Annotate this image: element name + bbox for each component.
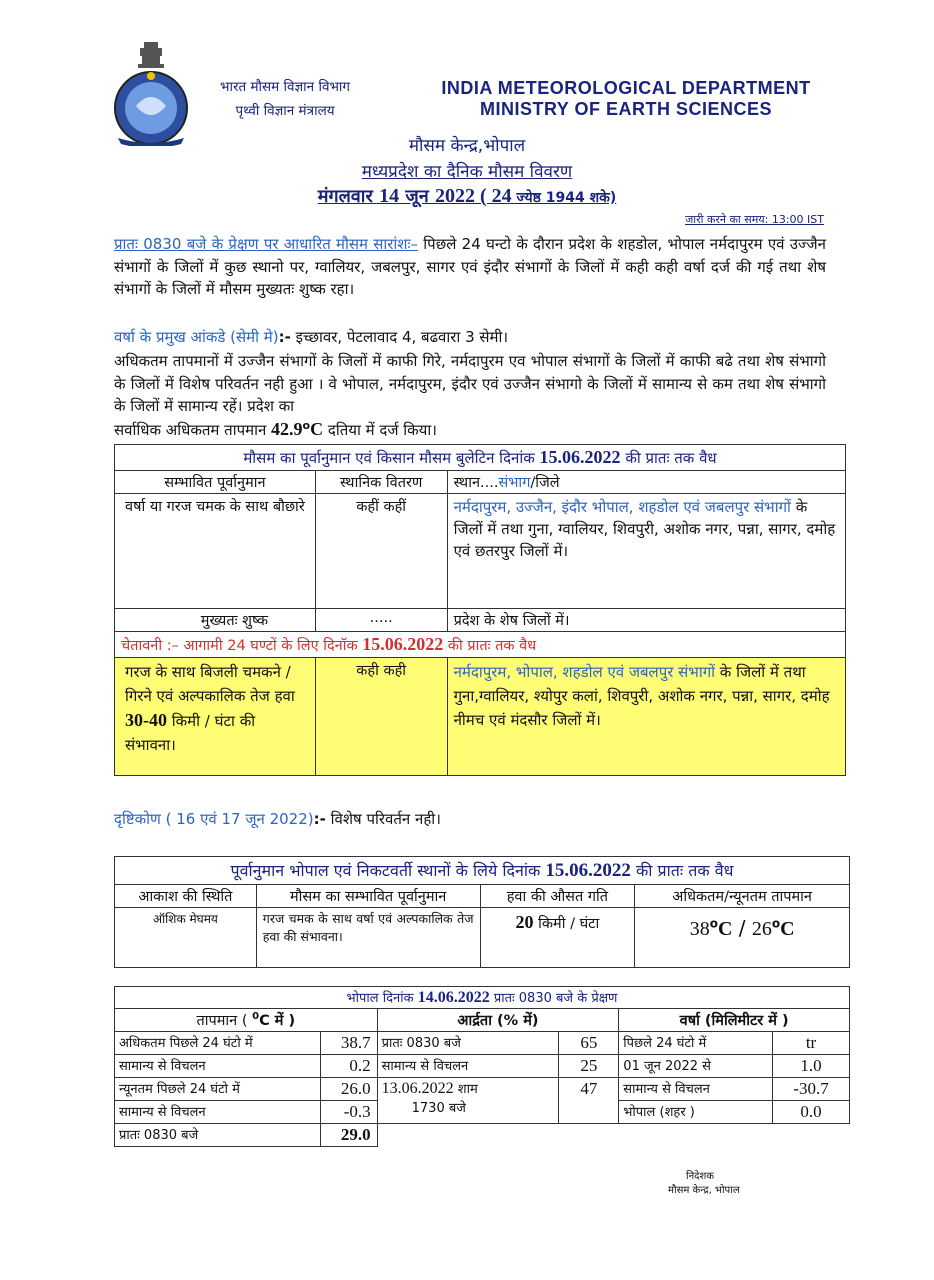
col-header-forecast: सम्भावित पूर्वानुमान <box>115 471 316 494</box>
humidity-row-label: प्रातः 0830 बजे <box>377 1032 559 1055</box>
rain-row-label: सामान्य से विचलन <box>619 1078 773 1101</box>
temp-header: तापमान ( $^0$C में ) <box>115 1009 378 1032</box>
summary-label: प्रातः 0830 बजे के प्रेक्षण पर आधारित मौसम सारांशः– <box>114 235 419 253</box>
forecast-rain: वर्षा या गरज चमक के साथ बौछारे <box>115 494 316 609</box>
weather-summary <box>114 233 826 301</box>
humidity-row-value: 47 <box>559 1078 619 1124</box>
forecast-table <box>114 444 846 776</box>
bhopal-forecast-table <box>114 856 850 968</box>
rain-row-label: 01 जून 2022 से <box>619 1055 773 1078</box>
ministry-name-hindi: पृथ्वी विज्ञान मंत्रालय <box>235 103 335 119</box>
rain-row-label: पिछले 24 घंटो में <box>619 1032 773 1055</box>
forecast-dry: मुख्यतः शुष्क <box>115 609 316 632</box>
warning-forecast: गरज के साथ बिजली चमकने / गिरने एवं अल्पकालिक तेज हवा 30-40 किमी / घंटा की संभावना। <box>115 658 316 776</box>
outlook: दृष्टिकोण ( 16 एवं 17 जून 2022):- विशेष परिवर्तन नही। <box>114 810 441 828</box>
forecast-table-title: मौसम का पूर्वानुमान एवं किसान मौसम बुलेटिन दिनांक 15.06.2022 की प्रातः तक वैध <box>115 445 846 471</box>
observations-title: भोपाल दिनांक 14.06.2022 प्रातः 0830 बजे के प्रेक्षण <box>115 987 850 1009</box>
bhopal-forecast-text: गरज चमक के साथ वर्षा एवं अल्पकालिक तेज हवा की संभावना। <box>256 908 480 968</box>
humidity-row-value: 65 <box>559 1032 619 1055</box>
issue-time: जारी करने का समय: 13:00 IST <box>685 213 824 226</box>
warning-place: नर्मदापुरम, भोपाल, शहडोल एवं जबलपुर संभागों के जिलों में तथा गुना,ग्वालियर, श्योपुर कलां, शिवपुरी, अशोक नगर, पन्ना, सागर, दमोह नीमच एवं मंदसौर जिलों में। <box>447 658 845 776</box>
temperature-summary: अधिकतम तापमानों में उज्जैन संभागों के जिलों में काफी गिरे, नर्मदापुरम एव भोपाल संभागों के जिलों में काफी बढे तथा शेष संभागो के जिलों में विशेष परिवर्तन नही हुआ । वे भोपाल, नर्मदापुरम, इंदौर एवं उज्जैन संभागो के जिलों में सामान्य से कम तथा शेष संभागो के जिलों में सामान्य रहें। प्रदेश का <box>114 352 826 415</box>
humidity-header: आर्द्रता (% में) <box>377 1009 619 1032</box>
ministry-name-english: MINISTRY OF EARTH SCIENCES <box>479 99 773 119</box>
report-title: मध्यप्रदेश का दैनिक मौसम विवरण <box>361 162 573 182</box>
temp-row-label: न्यूनतम पिछले 24 घंटो में <box>115 1078 321 1101</box>
rain-row-value: 1.0 <box>773 1055 850 1078</box>
observations-table <box>114 986 850 1147</box>
signature-office: मौसम केन्द्र, भोपाल <box>668 1185 740 1196</box>
max-min-temperature: 38$^o$C / 26$^o$C <box>635 908 850 968</box>
dept-name-hindi: भारत मौसम विज्ञान विभाग <box>219 79 351 95</box>
temp-row-value: 29.0 <box>320 1124 377 1147</box>
header-forecast: मौसम का सम्भावित पूर्वानुमान <box>256 885 480 908</box>
temp-row-value: 26.0 <box>320 1078 377 1101</box>
wind-speed: 20 किमी / घंटा <box>480 908 635 968</box>
distribution-rain: कहीं कहीं <box>315 494 447 609</box>
header-temperature: अधिकतम/न्यूनतम तापमान <box>635 885 850 908</box>
col-header-distribution: स्थानिक वितरण <box>315 471 447 494</box>
summary-text: पिछले 24 घन्टो के दौरान प्रदेश के शहडोल, भोपाल नर्मदापुरम एवं उज्जैन संभागों के जिलों में कुछ स्थानो पर, ग्वालियर, जबलपुर, सागर एवं इंदौर संभागों के जिलों में कही कही वर्षा दर्ज की गई तथा शेष संभागों के जिलों में मौसम मुख्यतः शुष्क रहा। <box>114 235 826 298</box>
temp-row-label: सामान्य से विचलन <box>115 1101 321 1124</box>
humidity-row-label: 13.06.2022 शाम 1730 बजे <box>377 1078 559 1124</box>
temp-row-value: -0.3 <box>320 1101 377 1124</box>
rain-row-label: भोपाल (शहर ) <box>619 1101 773 1124</box>
rain-header: वर्षा (मिलिमीटर में ) <box>619 1009 850 1032</box>
centre-name: मौसम केन्द्र,भोपाल <box>408 136 526 156</box>
distribution-dry: ..... <box>315 609 447 632</box>
sky-condition: ऑशिक मेघमय <box>115 908 257 968</box>
rain-data: वर्षा के प्रमुख आंकडे (सेमी मे):- इच्छावर, पेटलावाद 4, बढवारा 3 सेमी। <box>114 328 509 346</box>
rain-row-value: -30.7 <box>773 1078 850 1101</box>
warning-title: चेतावनी :– आगामी 24 घण्टों के लिए दिनॉक 15.06.2022 की प्रातः तक वैध <box>115 632 846 658</box>
report-date: मंगलवार 14 जून 2022 ( 24 ज्येष्ठ 1944 शके) <box>317 185 617 207</box>
signature-title: निदेशक <box>686 1171 714 1182</box>
humidity-row-label: सामान्य से विचलन <box>377 1055 559 1078</box>
imd-emblem-logo <box>106 38 196 146</box>
temp-row-label: सामान्य से विचलन <box>115 1055 321 1078</box>
humidity-row-value: 25 <box>559 1055 619 1078</box>
temp-row-label: प्रातः 0830 बजे <box>115 1124 321 1147</box>
rain-row-value: 0.0 <box>773 1101 850 1124</box>
col-header-place: स्थान....संभाग/जिले <box>447 471 845 494</box>
place-rain: नर्मदापुरम, उज्जैन, इंदौर भोपाल, शहडोल एवं जबलपुर संभागों के जिलों में तथा गुना, ग्वालियर, शिवपुरी, अशोक नगर, पन्ना, सागर, दमोह एवं छतरपुर जिलों में। <box>447 494 845 609</box>
temp-row-value: 0.2 <box>320 1055 377 1078</box>
dept-name-english: INDIA METEOROLOGICAL DEPARTMENT <box>441 78 811 98</box>
header-sky: आकाश की स्थिति <box>115 885 257 908</box>
bhopal-forecast-title: पूर्वानुमान भोपाल एवं निकटवर्ती स्थानों के लिये दिनांक 15.06.2022 की प्रातः तक वैध <box>115 857 850 885</box>
max-temperature-line: सर्वाधिक अधिकतम तापमान 42.9$^o$C दतिया में दर्ज किया। <box>114 419 437 439</box>
temp-row-value: 38.7 <box>320 1032 377 1055</box>
rain-row-value: tr <box>773 1032 850 1055</box>
temp-row-label: अधिकतम पिछले 24 घंटो में <box>115 1032 321 1055</box>
place-dry: प्रदेश के शेष जिलों में। <box>447 609 845 632</box>
header-wind: हवा की औसत गति <box>480 885 635 908</box>
warning-distribution: कही कही <box>315 658 447 776</box>
